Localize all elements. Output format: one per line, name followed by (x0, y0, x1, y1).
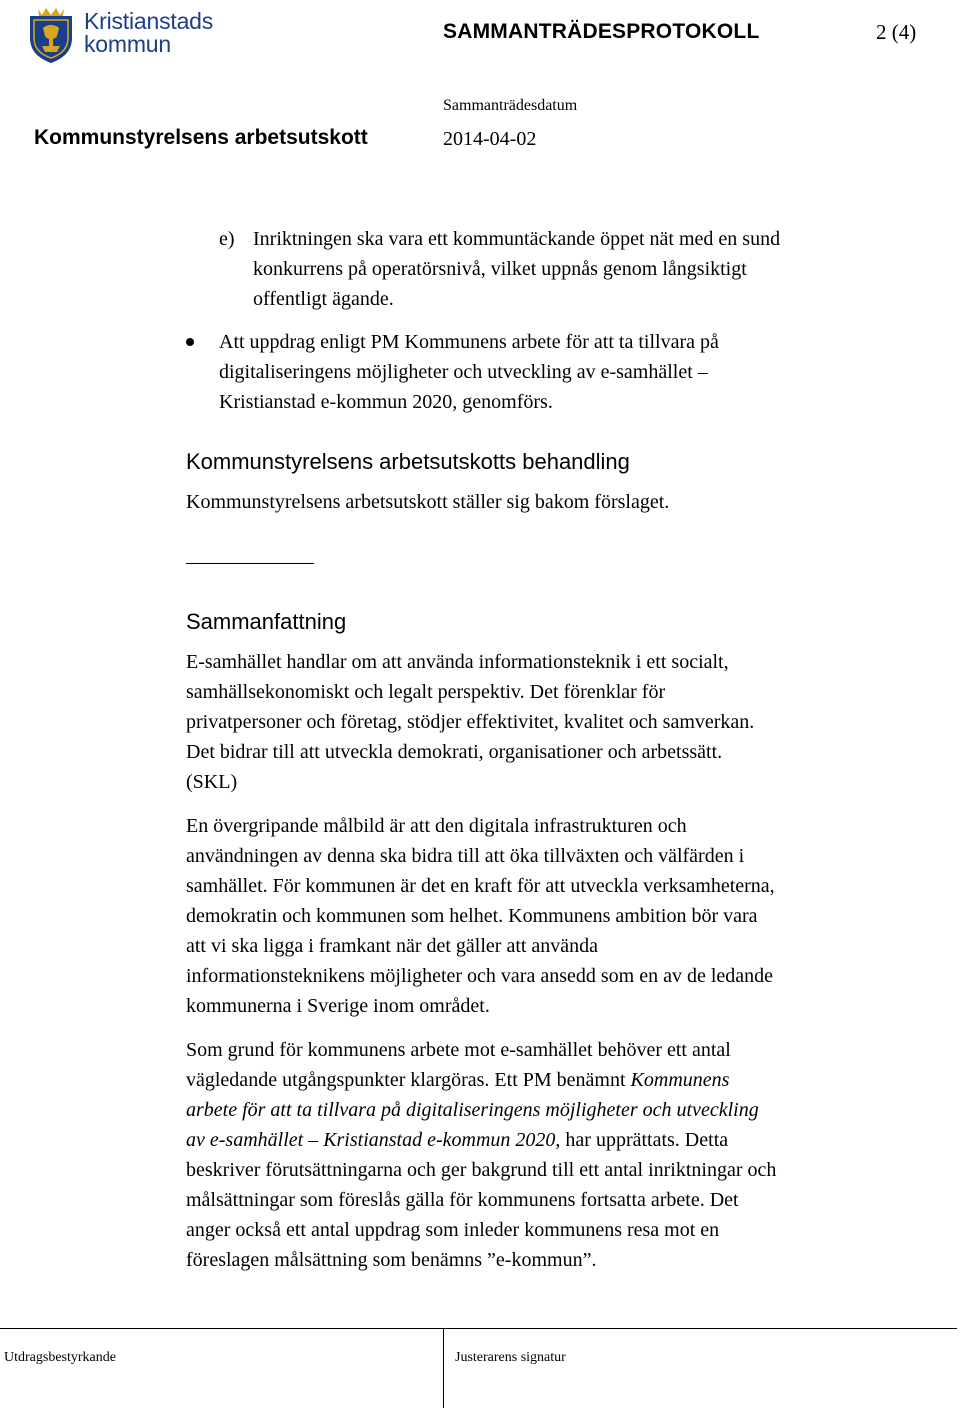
pm-title-italic: Kommunens (630, 1069, 730, 1091)
text-line: En övergripande målbild är att den digitala infrastrukturen och (186, 815, 687, 837)
list-item-marker: e) (219, 228, 235, 250)
text-line: Inriktningen ska vara ett kommuntäckande öppet nät med en sund (253, 228, 781, 250)
logo-name-line1: Kristianstads (84, 8, 214, 34)
text-line: anger också ett antal uppdrag som inleder kommunens resa mot en (186, 1219, 720, 1241)
text-line: Att uppdrag enligt PM Kommunens arbete för att ta tillvara på (219, 331, 719, 353)
footer-divider (443, 1328, 444, 1408)
text-line (186, 1125, 776, 1155)
text-line: beskriver förutsättningarna och ger bakgrund till ett antal inriktningar och (186, 1159, 777, 1181)
text-line: Det bidrar till att utveckla demokrati, organisationer och arbetssätt. (186, 741, 723, 763)
text-line: användningen av denna ska bidra till att öka tillväxten och välfärden i (186, 845, 745, 867)
logo-name-line2: kommun (84, 31, 171, 57)
committee-name: Kommunstyrelsens arbetsutskott (34, 126, 368, 149)
text-line: E-samhället handlar om att använda informationsteknik i ett socialt, (186, 651, 729, 673)
text-line: att vi ska ligga i framkant när det gäller att använda (186, 935, 599, 957)
text-line: kommunerna i Sverige inom området. (186, 995, 490, 1017)
separator-line (186, 563, 314, 564)
text-line: samhällsekonomiskt och legalt perspektiv. Det förenklar för (186, 681, 666, 703)
list-item-e (253, 224, 780, 314)
bullet-icon (186, 338, 194, 346)
text-line: Kristianstad e-kommun 2020, genomförs. (219, 391, 553, 413)
paragraph (186, 1035, 776, 1275)
paragraph-behandling: Kommunstyrelsens arbetsutskott ställer sig bakom förslaget. (186, 491, 670, 513)
pm-title-italic: arbete för att ta tillvara på digitaliseringens möjligheter och utveckling (186, 1099, 759, 1121)
text-line: (SKL) (186, 771, 238, 793)
document-title: SAMMANTRÄDESPROTOKOLL (443, 20, 760, 43)
pm-title-italic: av e-samhället – Kristianstad e-kommun 2020 (186, 1129, 556, 1151)
text-line: konkurrens på operatörsnivå, vilket uppnås genom långsiktigt (253, 258, 747, 280)
text-line (186, 1095, 776, 1125)
text-line (186, 1065, 776, 1095)
text-line: demokratin och kommunen som helhet. Kommunens ambition bör vara (186, 905, 758, 927)
page-number: 2 (4) (876, 20, 917, 44)
text-segment: , har upprättats. Detta (555, 1129, 729, 1151)
section-heading-sammanfattning: Sammanfattning (186, 609, 347, 634)
paragraph (186, 647, 754, 797)
text-line: Som grund för kommunens arbete mot e-samhället behöver ett antal (186, 1039, 731, 1061)
text-line: digitaliseringens möjligheter och utveckling av e-samhället – (219, 361, 708, 383)
coat-of-arms-logo-icon (26, 6, 76, 64)
text-line: målsättningar som föreslås gälla för kommunens fortsatta arbete. Det (186, 1189, 739, 1211)
footer-signature-label: Justerarens signatur (455, 1350, 566, 1365)
meeting-date-label: Sammanträdesdatum (443, 97, 578, 114)
bullet-item (219, 327, 719, 417)
text-segment: vägledande utgångspunkter klargöras. Ett PM benämnt (186, 1069, 631, 1091)
text-line: informationsteknikens möjligheter och vara ansedd som en av de ledande (186, 965, 774, 987)
text-line: privatpersoner och företag, stödjer effektivitet, kvalitet och samverkan. (186, 711, 755, 733)
footer-certification-label: Utdragsbestyrkande (4, 1350, 116, 1365)
text-line: offentligt ägande. (253, 288, 394, 310)
text-line: samhället. För kommunen är det en kraft för att utveckla verksamheterna, (186, 875, 775, 897)
paragraph (186, 811, 775, 1021)
footer-rule (0, 1328, 957, 1329)
meeting-date-value: 2014-04-02 (443, 128, 537, 150)
text-line: föreslagen målsättning som benämns ”e-kommun”. (186, 1249, 597, 1271)
section-heading-behandling: Kommunstyrelsens arbetsutskotts behandling (186, 449, 630, 474)
